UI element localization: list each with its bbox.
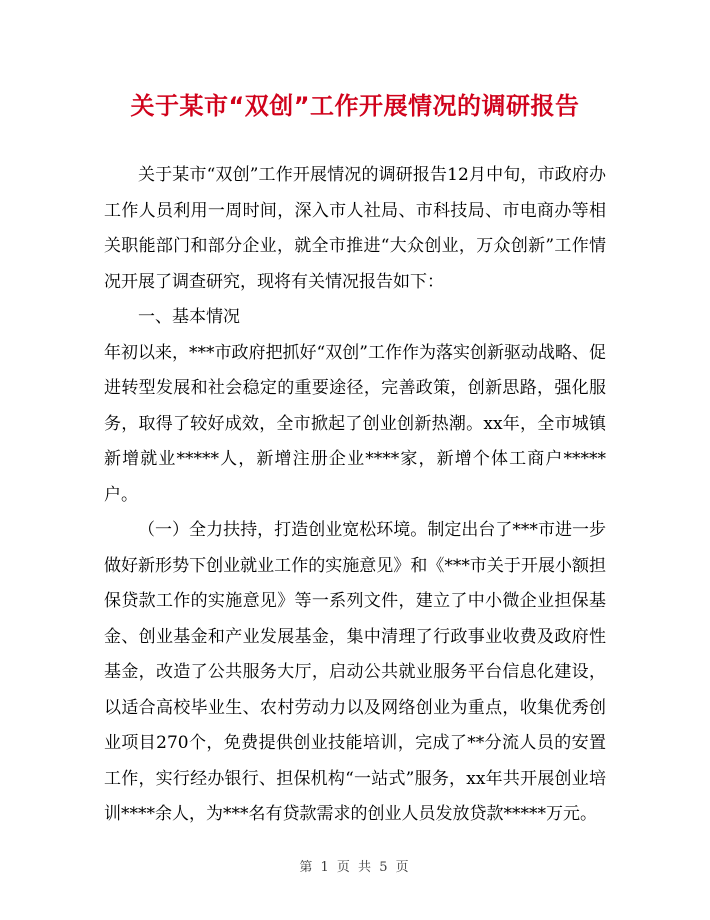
paragraph-support: （一）全力扶持，打造创业宽松环境。制定出台了***市进一步做好新形势下创业就业工作的实施意见》和《***市关于开展小额担保贷款工作的实施意见》等一系列文件，建立了中小微企业担保基金、创业基金和产业发展基金，集中清理了行政事业收费及政府性基金，改造了公共服务大厅，启动公共就业服务平台信息化建设，以适合高校毕业生、农村劳动力以及网络创业为重点，收集优秀创业项目270个，免费提供创业技能培训，完成了**分流人员的安置工作，实行经办银行、担保机构“一站式”服务，xx年共开展创业培训****余人，为***名有贷款需求的创业人员发放贷款*****万元。: [104, 520, 606, 824]
footer-current-page: 1: [320, 860, 331, 875]
paragraph-overview: 年初以来，***市政府把抓好“双创”工作作为落实创新驱动战略、促进转型发展和社会稳定的重要途径，完善政策，创新思路，强化服务，取得了较好成效，全市掀起了创业创新热潮。xx年，全市城镇新增就业*****人，新增注册企业****家，新增个体工商户*****户。: [104, 342, 606, 505]
footer-middle: 页 共: [336, 860, 374, 875]
paragraph-intro: 关于某市“双创”工作开展情况的调研报告12月中旬，市政府办工作人员利用一周时间，深入市人社局、市科技局、市电商办等相关职能部门和部分企业，就全市推进“大众创业，万众创新”工作情况开展了调查研究，现将有关情况报告如下：: [104, 165, 606, 292]
footer-prefix: 第: [299, 860, 315, 875]
page-number-footer: [0, 858, 710, 878]
footer-total-pages: 5: [379, 860, 390, 875]
document-body: [104, 158, 606, 833]
footer-suffix: 页: [395, 860, 411, 875]
section-heading-basic-situation: 一、基本情况: [138, 307, 240, 327]
document-title: 关于某市“双创”工作开展情况的调研报告: [130, 92, 580, 120]
